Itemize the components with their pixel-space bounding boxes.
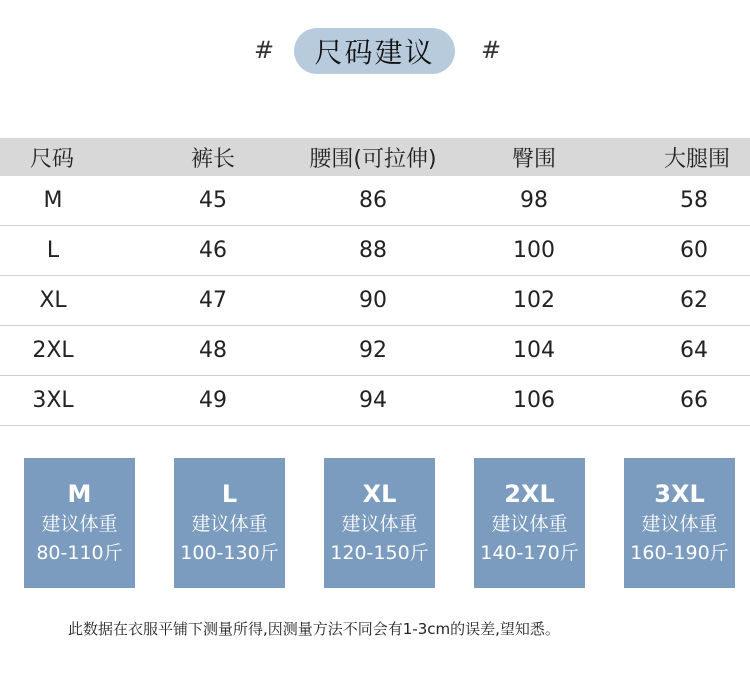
card-label: 建议体重 [641,513,718,535]
card-range: 160-190斤 [630,542,729,564]
cell-thigh: 64 [680,338,708,363]
table-row [0,376,750,426]
cell-hip: 106 [513,388,555,413]
cell-length: 45 [199,188,227,213]
cell-length: 49 [199,388,227,413]
table-row [0,276,750,326]
header-hip: 臀围 [511,146,556,172]
card-size: 3XL [654,480,705,508]
page-title: 尺码建议 [294,28,455,74]
header-thigh: 大腿围 [663,146,730,172]
size-table [0,138,750,426]
cell-waist: 86 [359,188,387,213]
cell-waist: 94 [359,388,387,413]
table-header [0,138,750,176]
cell-size: 3XL [32,388,74,413]
hash-mark-left: # [254,36,275,64]
cell-hip: 98 [520,188,548,213]
weight-cards [0,458,750,588]
cell-length: 47 [199,288,227,313]
cell-thigh: 62 [680,288,708,313]
header-waist: 腰围(可拉伸) [309,146,437,172]
hash-mark-right: # [481,36,502,64]
cell-waist: 92 [359,338,387,363]
card-range: 80-110斤 [36,542,123,564]
table-row [0,226,750,276]
card-label: 建议体重 [491,513,568,535]
cell-size: L [46,238,60,263]
card-range: 120-150斤 [330,542,429,564]
cell-hip: 104 [513,338,555,363]
table-row [0,326,750,376]
cell-length: 46 [199,238,227,263]
header-size: 尺码 [30,146,75,172]
weight-card-3xl [624,458,735,588]
header-length: 裤长 [190,146,235,172]
card-label: 建议体重 [41,513,118,535]
card-label: 建议体重 [341,513,418,535]
cell-thigh: 66 [680,388,708,413]
weight-card-l [174,458,285,588]
cell-hip: 100 [513,238,555,263]
cell-size: 2XL [32,338,74,363]
card-range: 100-130斤 [180,542,279,564]
cell-waist: 88 [359,238,387,263]
weight-card-m [24,458,135,588]
card-size: L [221,480,238,508]
cell-thigh: 58 [680,188,708,213]
cell-waist: 90 [359,288,387,313]
weight-card-2xl [474,458,585,588]
card-size: XL [362,480,397,508]
cell-thigh: 60 [680,238,708,263]
cell-size: XL [39,288,67,313]
table-row [0,176,750,226]
card-range: 140-170斤 [480,542,579,564]
card-size: M [67,480,92,508]
cell-length: 48 [199,338,227,363]
cell-hip: 102 [513,288,555,313]
card-size: 2XL [504,480,555,508]
measurement-note: 此数据在衣服平铺下测量所得,因测量方法不同会有1-3cm的误差,望知悉。 [68,620,560,638]
weight-card-xl [324,458,435,588]
title-row [0,28,750,74]
card-label: 建议体重 [191,513,268,535]
cell-size: M [43,188,63,213]
